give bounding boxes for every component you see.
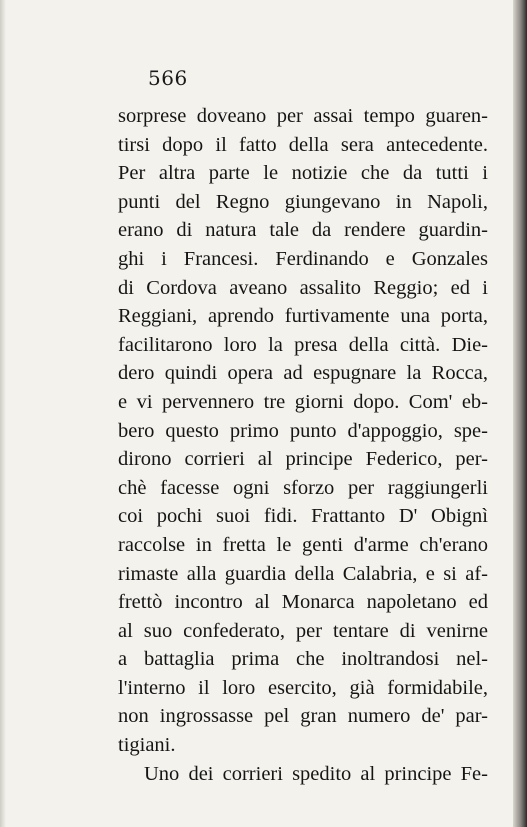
- text-line: e vi pervennero tre giorni dopo. Com' eb-: [118, 390, 488, 413]
- text-line: ghi i Francesi. Ferdinando e Gonzales: [118, 247, 488, 270]
- text-line: dero quindi opera ad espugnare la Rocca,: [118, 362, 488, 385]
- text-line: chè facesse ogni sforzo per raggiungerli: [118, 476, 488, 499]
- text-line: rimaste alla guardia della Calabria, e si af-: [118, 562, 488, 585]
- text-line: tigiani.: [118, 734, 176, 757]
- page-number: 566: [148, 66, 188, 90]
- text-line: dirono corrieri al principe Federico, per-: [118, 448, 488, 471]
- page-left-edge: [0, 0, 6, 827]
- text-line: raccolse in fretta le genti d'arme ch'erano: [118, 533, 488, 556]
- text-line: Reggiani, aprendo furtivamente una porta,: [118, 305, 488, 328]
- text-line: punti del Regno giungevano in Napoli,: [118, 190, 488, 213]
- page-right-edge-shadow: [513, 0, 527, 827]
- text-line: al suo confederato, per tentare di venirne: [118, 619, 488, 642]
- text-line: l'interno il loro esercito, già formidabile,: [118, 676, 488, 699]
- text-line: Uno dei corrieri spedito al principe Fe-: [144, 762, 488, 785]
- text-line: tirsi dopo il fatto della sera antecedente.: [118, 133, 488, 156]
- text-line: facilitarono loro la presa della città. Die-: [118, 333, 488, 356]
- text-line: erano di natura tale da rendere guardin-: [118, 219, 488, 242]
- text-line: coi pochi suoi fidi. Frattanto D' Obignì: [118, 505, 488, 528]
- text-line: Per altra parte le notizie che da tutti i: [118, 162, 488, 185]
- text-line: di Cordova aveano assalito Reggio; ed i: [118, 276, 488, 299]
- body-text: [118, 102, 488, 788]
- text-line: a battaglia prima che inoltrandosi nel-: [118, 648, 488, 671]
- text-line: bero questo primo punto d'appoggio, spe-: [118, 419, 488, 442]
- text-line: frettò incontro al Monarca napoletano ed: [118, 591, 488, 614]
- text-line: non ingrossasse pel gran numero de' par-: [118, 705, 488, 728]
- text-line: sorprese doveano per assai tempo guaren-: [118, 105, 488, 127]
